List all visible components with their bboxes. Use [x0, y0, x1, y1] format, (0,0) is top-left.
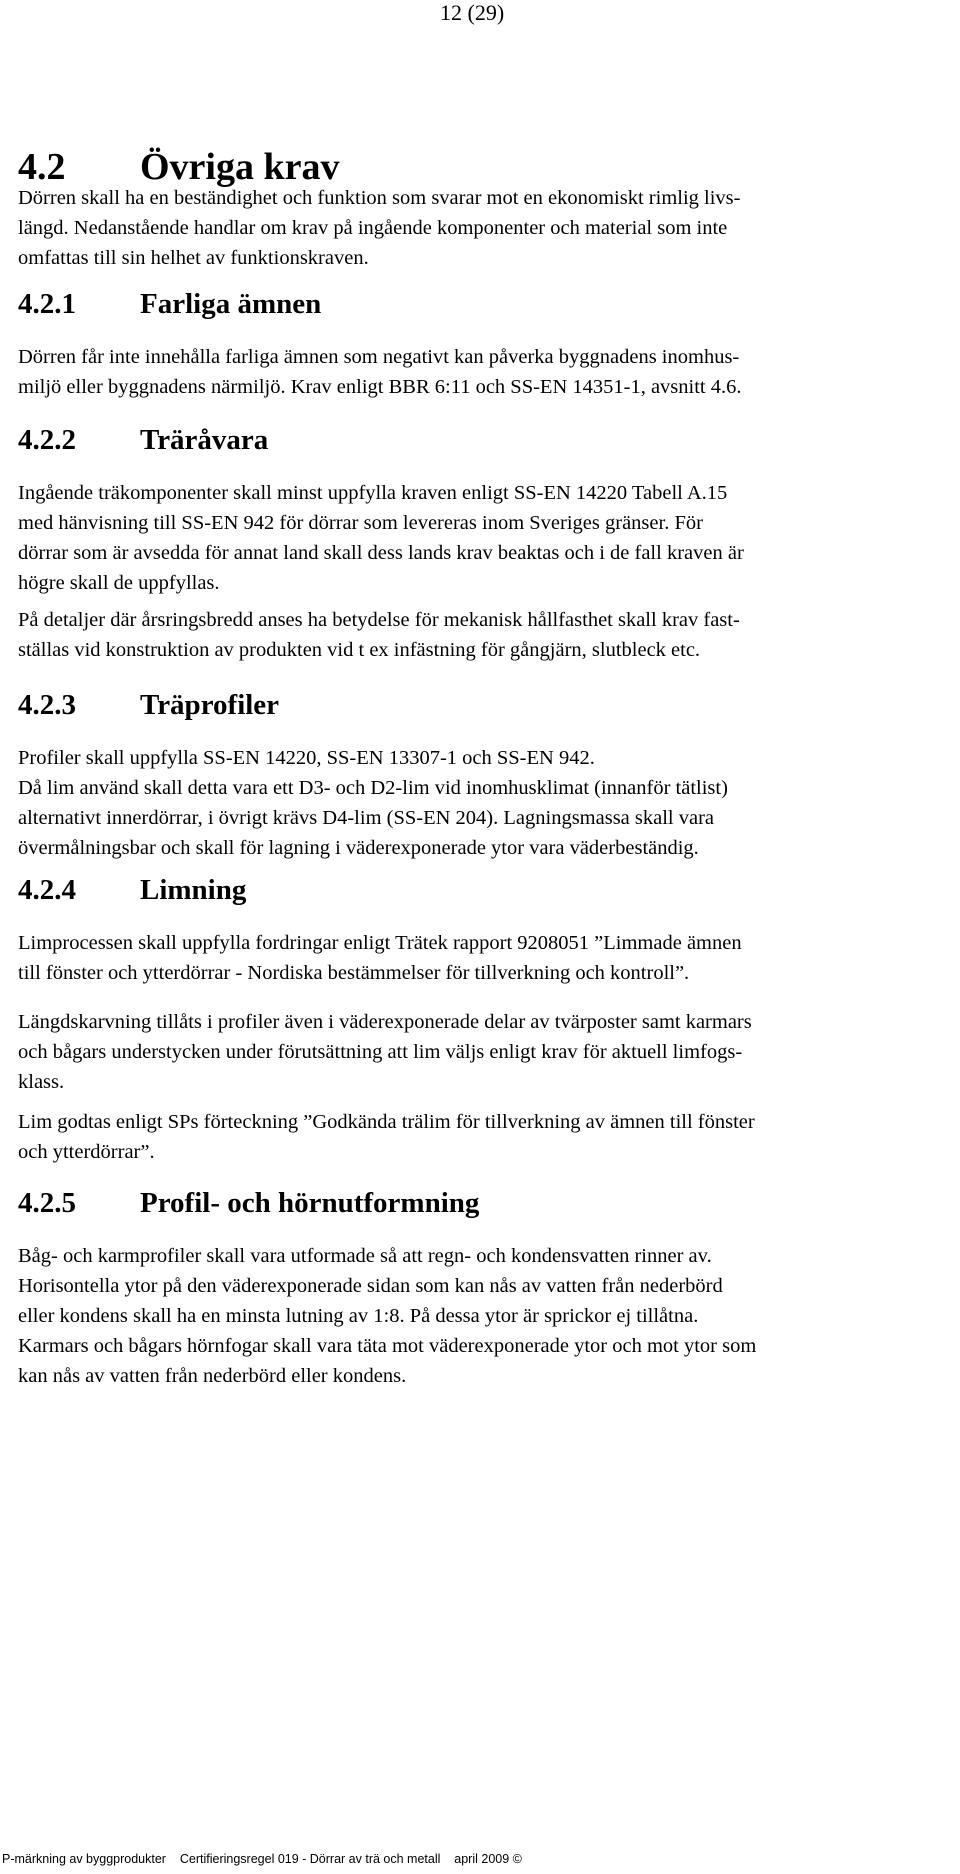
subsection-title: Profil- och hörnutformning	[140, 1187, 480, 1219]
text-line: Horisontella ytor på den väderexponerade sidan som kan nås av vatten från nederbörd	[18, 1275, 723, 1297]
paragraph	[18, 605, 948, 665]
text-line: längd. Nedanstående handlar om krav på ingående komponenter och material som inte	[18, 217, 728, 239]
paragraph	[18, 1107, 948, 1167]
text-line: Ingående träkomponenter skall minst uppfylla kraven enligt SS-EN 14220 Tabell A.15	[18, 482, 728, 504]
text-line: övermålningsbar och skall för lagning i väderexponerade ytor vara väderbeständig.	[18, 837, 699, 859]
subsection-heading	[18, 873, 246, 907]
subsection-heading	[18, 1186, 479, 1220]
paragraph	[18, 743, 948, 863]
text-line: Karmars och bågars hörnfogar skall vara täta mot väderexponerade ytor och mot ytor som	[18, 1335, 757, 1357]
text-line: Lim godtas enligt SPs förteckning ”Godkända trälim för tillverkning av ämnen till fönster	[18, 1111, 755, 1133]
section-number: 4.2	[18, 146, 66, 188]
subsection-title: Träprofiler	[140, 689, 280, 721]
text-line: Limprocessen skall uppfylla fordringar enligt Trätek rapport 9208051 ”Limmade ämnen	[18, 932, 742, 954]
text-line: Då lim använd skall detta vara ett D3- och D2-lim vid inomhusklimat (innanför tätlist)	[18, 777, 728, 799]
paragraph	[18, 1241, 948, 1391]
subsection-heading	[18, 423, 268, 457]
text-line: omfattas till sin helhet av funktionskraven.	[18, 247, 369, 269]
section-intro	[18, 183, 948, 273]
subsection-title: Träråvara	[140, 424, 269, 456]
subsection-number: 4.2.2	[18, 424, 76, 456]
text-line: högre skall de uppfyllas.	[18, 572, 220, 594]
paragraph	[18, 342, 948, 402]
subsection-heading	[18, 688, 279, 722]
text-line: ställas vid konstruktion av produkten vid t ex infästning för gångjärn, slutbleck etc.	[18, 639, 701, 661]
text-line: På detaljer där årsringsbredd anses ha betydelse för mekanisk hållfasthet skall krav fast-	[18, 609, 740, 631]
page-number: 12 (29)	[440, 0, 505, 25]
text-line: eller kondens skall ha en minsta lutning av 1:8. På dessa ytor är sprickor ej tillåtna.	[18, 1305, 699, 1327]
text-line: och ytterdörrar”.	[18, 1141, 155, 1163]
text-line: Profiler skall uppfylla SS-EN 14220, SS-EN 13307-1 och SS-EN 942.	[18, 747, 595, 769]
text-line: med hänvisning till SS-EN 942 för dörrar som levereras inom Sveriges gränser. För	[18, 512, 703, 534]
page-footer: P-märkning av byggprodukter Certifieringsregel 019 - Dörrar av trä och metall april 2009 ©	[2, 1852, 522, 1866]
subsection-number: 4.2.3	[18, 689, 76, 721]
subsection-number: 4.2.4	[18, 874, 76, 906]
text-line: Dörren skall ha en beständighet och funktion som svarar mot en ekonomiskt rimlig livs-	[18, 187, 741, 209]
paragraph	[18, 1007, 948, 1097]
text-line: dörrar som är avsedda för annat land skall dess lands krav beaktas och i de fall kraven är	[18, 542, 744, 564]
subsection-heading	[18, 287, 321, 321]
subsection-number: 4.2.1	[18, 288, 76, 320]
subsection-title: Farliga ämnen	[140, 288, 322, 320]
paragraph	[18, 478, 948, 598]
text-line: Båg- och karmprofiler skall vara utformade så att regn- och kondensvatten rinner av.	[18, 1245, 712, 1267]
subsection-number: 4.2.5	[18, 1187, 76, 1219]
subsection-title: Limning	[140, 874, 247, 906]
text-line: klass.	[18, 1071, 65, 1093]
section-title: Övriga krav	[140, 146, 340, 188]
paragraph	[18, 928, 948, 988]
text-line: Längdskarvning tillåts i profiler även i väderexponerade delar av tvärposter samt karmars	[18, 1011, 752, 1033]
text-line: alternativt innerdörrar, i övrigt krävs D4-lim (SS-EN 204). Lagningsmassa skall vara	[18, 807, 715, 829]
text-line: kan nås av vatten från nederbörd eller kondens.	[18, 1365, 407, 1387]
text-line: till fönster och ytterdörrar - Nordiska bestämmelser för tillverkning och kontroll”.	[18, 962, 690, 984]
text-line: Dörren får inte innehålla farliga ämnen som negativt kan påverka byggnadens inomhus-	[18, 346, 740, 368]
text-line: miljö eller byggnadens närmiljö. Krav enligt BBR 6:11 och SS-EN 14351-1, avsnitt 4.6.	[18, 376, 742, 398]
text-line: och bågars understycken under förutsättning att lim väljs enligt krav för aktuell limfogs-	[18, 1041, 743, 1063]
